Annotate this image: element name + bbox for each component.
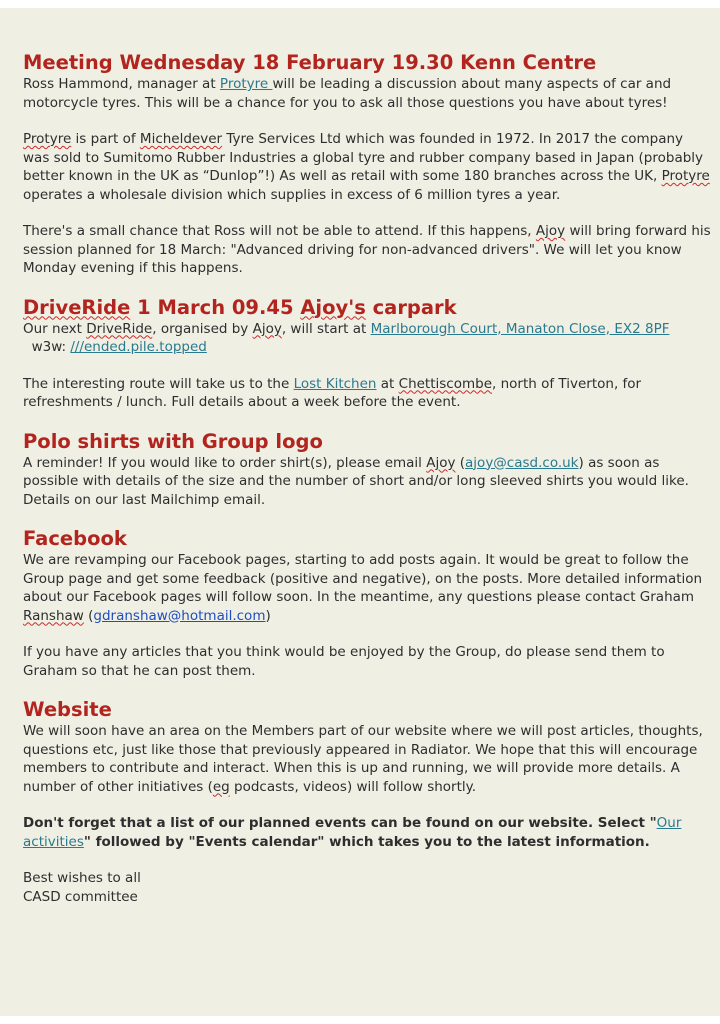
meeting-paragraph-1 — [23, 75, 713, 112]
spellcheck-word: Chettiscombe — [398, 375, 493, 392]
polo-paragraph — [23, 454, 713, 510]
signoff-line-1: Best wishes to all — [23, 870, 141, 886]
text: carpark — [365, 295, 457, 319]
meeting-heading: Meeting Wednesday 18 February 19.30 Kenn Centre — [23, 51, 597, 74]
text: will bring forward his session planned for 18 March: "Advanced driving for non-advanced drivers". We will let you know Monday evening if this happens. — [23, 223, 711, 276]
text: ) — [265, 607, 271, 624]
spellcheck-word: Micheldever — [139, 131, 223, 147]
spellcheck-word: Ajoy's — [300, 295, 366, 319]
text: Ross Hammond, manager at — [23, 76, 220, 92]
website-heading: Website — [23, 698, 112, 721]
polo-heading: Polo shirts with Group logo — [23, 429, 323, 453]
driveride-paragraph-2 — [23, 375, 713, 412]
spellcheck-word: Ajoy — [535, 223, 566, 239]
text: , organised by — [152, 320, 253, 337]
what3words-link[interactable]: ///ended.pile.topped — [70, 339, 207, 355]
text: 1 March 09.45 — [130, 295, 301, 319]
driveride-paragraph-1 — [23, 320, 713, 357]
spellcheck-word: Protyre — [661, 168, 710, 184]
spellcheck-word: DriveRide — [23, 295, 131, 319]
text: Our next — [23, 320, 87, 337]
facebook-paragraph-1 — [23, 551, 713, 625]
protyre-link[interactable]: Protyre — [219, 76, 273, 92]
text: at — [376, 375, 399, 392]
text: We are revamping our Facebook pages, starting to add posts again. It would be great to follow the Group page and get some feedback (positive and negative), on the posts. More detailed information about our Facebook pages will follow soon. In the meantime, any questions please contact Graham — [23, 552, 703, 605]
text: podcasts, videos) will follow shortly. — [229, 778, 477, 795]
meeting-paragraph-3 — [23, 222, 713, 278]
spellcheck-word: Ajoy — [426, 454, 456, 471]
text: " followed by "Events calendar" which takes you to the latest information. — [83, 833, 650, 850]
website-paragraph-1 — [23, 722, 713, 796]
spellcheck-word: eg — [212, 778, 230, 795]
driveride-heading — [23, 296, 713, 320]
meeting-section — [23, 51, 713, 278]
text: A reminder! If you would like to order shirt(s), please email — [23, 454, 427, 471]
text: ( — [83, 607, 94, 624]
signoff — [23, 869, 713, 906]
spellcheck-word: DriveRide — [86, 320, 153, 337]
text: ) as soon as possible with details of the size and the number of short and/or long sleeved shirts you would like. Details on our last Mailchimp email. — [23, 454, 689, 508]
spellcheck-word: Ranshaw — [23, 607, 84, 624]
newsletter-content — [23, 51, 713, 906]
text: will be leading a discussion about many aspects of car and motorcycle tyres. This will be a chance for you to ask all those questions you have about tyres! — [23, 76, 672, 111]
meeting-point-link[interactable]: Marlborough Court, Manaton Close, EX2 8PF — [370, 320, 670, 337]
polo-section — [23, 430, 713, 510]
facebook-paragraph-2: If you have any articles that you think would be enjoyed by the Group, do please send them to Graham so that he can post them. — [23, 644, 665, 679]
text: There's a small chance that Ross will not be able to attend. If this happens, — [23, 223, 536, 239]
text: , north of Tiverton, for refreshments / lunch. Full details about a week before the event. — [23, 375, 642, 410]
text: We will soon have an area on the Members part of our website where we will post articles, thoughts, questions etc, just like those that previously appeared in Radiator. We hope that this will encourage members to contribute and interact. When this is up and running, we will provide more details. A number of other initiatives ( — [23, 723, 703, 795]
graham-email-link[interactable]: gdranshaw@hotmail.com — [93, 607, 266, 624]
text: operates a wholesale division which supplies in excess of 6 million tyres a year. — [23, 186, 561, 203]
text: Tyre Services Ltd which was founded in 1972. In 2017 the company was sold to Sumitomo Rubber Industries a global tyre and rubber company based in Japan (probably better known in the UK as “Dunlop”!) As well as retail with some 180 branches across the UK, — [23, 131, 704, 184]
ajoy-email-link[interactable]: ajoy@casd.co.uk — [465, 454, 579, 471]
newsletter-page — [0, 8, 720, 1016]
text: is part of — [71, 131, 140, 147]
signoff-line-2: CASD committee — [23, 888, 138, 905]
text: ( — [455, 454, 466, 471]
signoff-section — [23, 869, 713, 906]
facebook-heading: Facebook — [23, 527, 127, 550]
website-paragraph-2 — [23, 814, 713, 851]
text: The interesting route will take us to the — [23, 375, 294, 392]
lost-kitchen-link[interactable]: Lost Kitchen — [293, 375, 377, 392]
our-activities-link[interactable]: Our activities — [23, 815, 682, 850]
website-section — [23, 698, 713, 851]
facebook-section — [23, 527, 713, 680]
spellcheck-word: Ajoy — [252, 320, 282, 337]
text: , will start at — [281, 320, 371, 337]
text: Don't forget that a list of our planned events can be found on our website. Select " — [23, 815, 657, 831]
meeting-paragraph-2 — [23, 130, 713, 204]
spellcheck-word: Protyre — [23, 131, 72, 147]
driveride-section — [23, 296, 713, 412]
text: w3w: — [23, 339, 71, 355]
